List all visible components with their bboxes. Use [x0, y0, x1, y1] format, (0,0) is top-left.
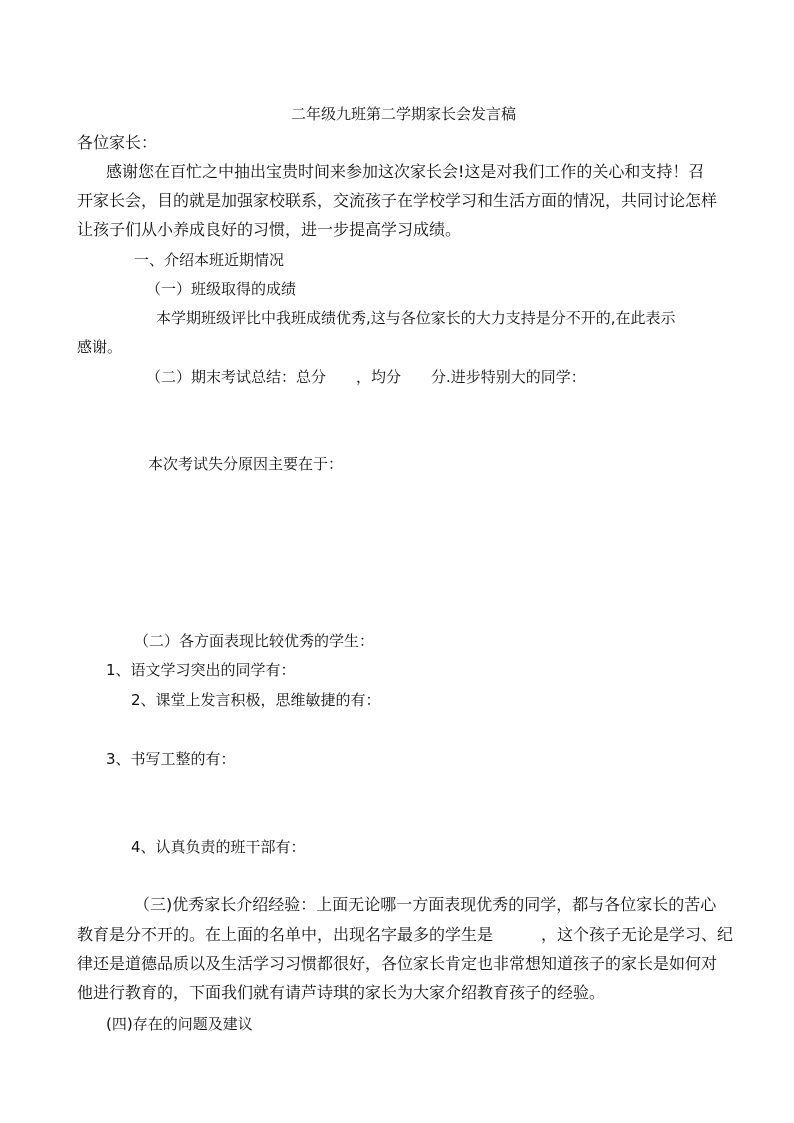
section4-heading: (四)存在的问题及建议 — [106, 1015, 253, 1033]
section2-item-4: 4、认真负责的班干部有： — [131, 838, 306, 856]
subsection1-line-2: 感谢。 — [77, 338, 123, 356]
section2-item-3: 3、书写工整的有： — [106, 750, 236, 768]
section3-line-4: 他进行教育的，下面我们就有请芦诗琪的家长为大家介绍教育孩子的经验。 — [77, 983, 606, 1002]
section3-line-3: 律还是道德品质以及生活学习习惯都很好，各位家长肯定也非常想知道孩子的家长是如何对 — [77, 954, 718, 973]
document-title: 二年级九班第二学期家长会发言稿 — [291, 105, 517, 123]
section1-heading: 一、介绍本班近期情况 — [134, 251, 285, 269]
section2-item-1: 1、语文学习突出的同学有： — [106, 661, 296, 679]
intro-line-2: 开家长会，目的就是加强家校联系，交流孩子在学校学习和生活方面的情况，共同讨论怎样 — [77, 191, 718, 210]
section3-line-2: 教育是分不开的。在上面的名单中，出现名字最多的学生是 ，这个孩子无论是学习、纪 — [77, 925, 734, 944]
intro-line-1: 感谢您在百忙之中抽出宝贵时间来参加这次家长会!这是对我们工作的关心和支持！召 — [106, 162, 705, 181]
section2-heading: （二）各方面表现比较优秀的学生： — [134, 632, 375, 650]
loss-reason-line: 本次考试失分原因主要在于： — [148, 455, 344, 473]
section2-item-2: 2、课堂上发言积极，思维敏捷的有： — [131, 691, 381, 709]
intro-line-3: 让孩子们从小养成良好的习惯，进一步提高学习成绩。 — [77, 220, 462, 239]
section3-line-1: （三)优秀家长介绍经验：上面无论哪一方面表现优秀的同学，都与各位家长的苦心 — [134, 895, 717, 914]
subsection2-heading: （二）期末考试总结：总分 ，均分 分.进步特别大的同学： — [146, 368, 586, 386]
subsection1-heading: （一）班级取得的成绩 — [146, 280, 297, 298]
subsection1-line-1: 本学期班级评比中我班成绩优秀,这与各位家长的大力支持是分不开的,在此表示 — [156, 309, 676, 327]
greeting: 各位家长： — [77, 133, 158, 152]
